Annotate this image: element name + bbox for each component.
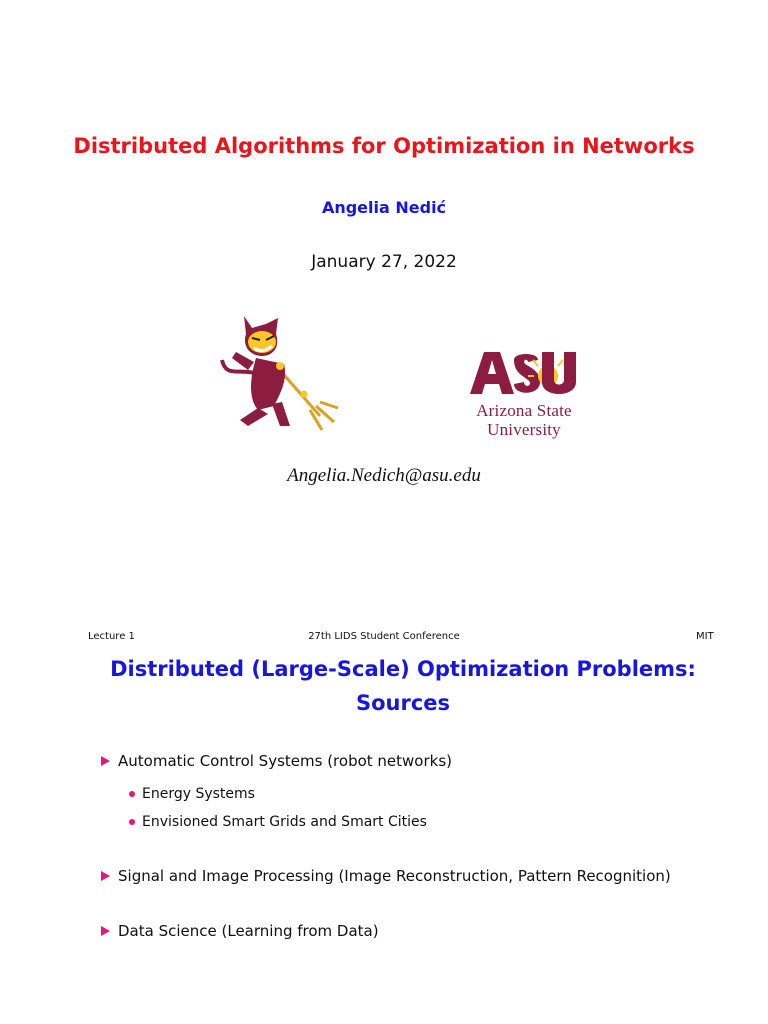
footer-institution: MIT (696, 631, 714, 642)
triangle-bullet-icon (101, 926, 110, 936)
triangle-bullet-icon (101, 871, 110, 881)
slide2-title-line2: Sources (355, 691, 451, 715)
author-name: Angelia Nedić (321, 198, 447, 217)
bullet-text: Automatic Control Systems (robot networks) (118, 752, 452, 770)
bullet-item (101, 752, 452, 770)
footer-lecture: Lecture 1 (88, 631, 135, 642)
bullet-item (101, 922, 379, 940)
footer-conference: 27th LIDS Student Conference (308, 631, 460, 642)
asu-letters-icon (458, 350, 590, 396)
sub-bullet-item (129, 786, 255, 802)
sub-bullet-text: Energy Systems (142, 786, 255, 802)
sub-bullet-item (129, 814, 427, 830)
dot-bullet-icon (129, 791, 135, 797)
bullet-text: Signal and Image Processing (Image Reconstruction, Pattern Recognition) (118, 867, 671, 885)
presentation-date: January 27, 2022 (311, 252, 457, 272)
asu-name-line2: University (487, 420, 561, 439)
asu-name-line1: Arizona State (476, 401, 572, 420)
slide-title: Distributed Algorithms for Optimization in Networks (73, 134, 695, 158)
bullet-text: Data Science (Learning from Data) (118, 922, 379, 940)
triangle-bullet-icon (101, 756, 110, 766)
dot-bullet-icon (129, 819, 135, 825)
bullet-item (101, 867, 671, 885)
author-email: Angelia.Nedich@asu.edu (287, 465, 481, 486)
asu-logo-icon (458, 350, 590, 442)
sub-bullet-text: Envisioned Smart Grids and Smart Cities (142, 814, 427, 830)
slide2-title-line1: Distributed (Large-Scale) Optimization Problems: (110, 657, 696, 681)
sun-devil-mascot-icon (218, 298, 343, 440)
